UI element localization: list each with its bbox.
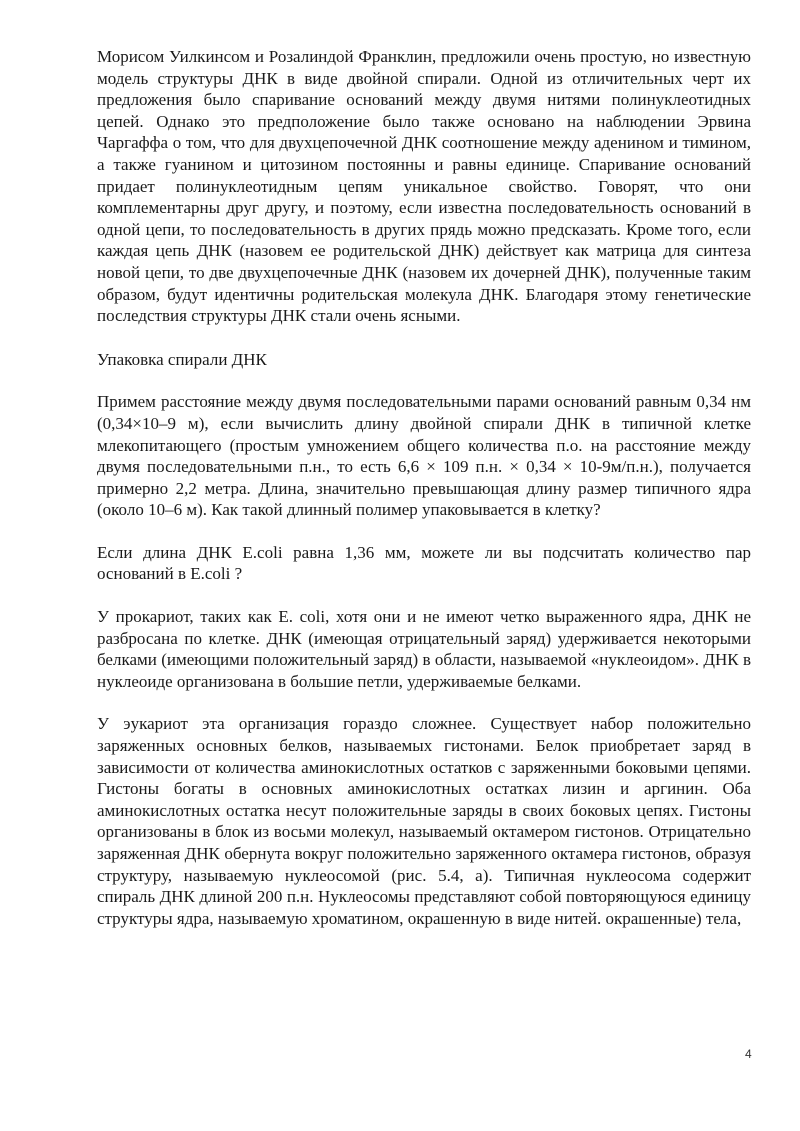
section-heading-dna-packaging: Упаковка спирали ДНК [97, 349, 267, 369]
document-page [97, 46, 751, 929]
paragraph-dna-model: Морисом Уилкинсом и Розалиндой Франклин, предложили очень простую, но известную модель структуры ДНК в виде двойной спирали. Одной из отличительных черт их предложения было спаривание оснований между двумя нитями полинуклеотидных цепей. Однако это предположение было также основано на наблюдении Эрвина Чаргаффа о том, что для двухцепочечной ДНК соотношение между аденином и тимином, а также гуанином и цитозином постоянны и равны единице. Спаривание оснований придает полинуклеотидным цепям уникальное свойство. Говорят, что они комплементарны друг другу, и поэтому, если известна последовательность оснований в одной цепи, то последовательность в других прядь можно предсказать. Кроме того, если каждая цепь ДНК (назовем ее родительской ДНК) действует как матрица для синтеза новой цепи, то две двухцепочечные ДНК (назовем их дочерней ДНК), полученные таким образом, будут идентичны родительская молекула ДНК. Благодаря этому генетические последствия структуры ДНК стали очень ясными. [97, 47, 751, 326]
page-number: 4 [745, 1047, 752, 1061]
paragraph-prokaryotes: У прокариот, таких как E. coli, хотя они и не имеют четко выраженного ядра, ДНК не разбросана по клетке. ДНК (имеющая отрицательный заряд) удерживается некоторыми белками (имеющими положительный заряд) в области, называемой «нуклеоидом». ДНК в нуклеоиде организована в большие петли, удерживаемые белками. [97, 607, 751, 691]
paragraph-dna-length: Примем расстояние между двумя последовательными парами оснований равным 0,34 нм (0,34×10–9 м), если вычислить длину двойной спирали ДНК в типичной клетке млекопитающего (простым умножением общего количества п.о. на расстояние между двумя последовательными п.н., то есть 6,6 × 109 п.н. × 0,34 × 10-9м/п.н.), получается примерно 2,2 метра. Длина, значительно превышающая длину размер типичного ядра (около 10–6 м). Как такой длинный полимер упаковывается в клетку? [97, 392, 751, 520]
paragraph-eukaryotes: У эукариот эта организация гораздо сложнее. Существует набор положительно заряженных основных белков, называемых гистонами. Белок приобретает заряд в зависимости от количества аминокислотных остатков с заряженными боковыми цепями. Гистоны богаты в основных аминокислотных остатках лизин и аргинин. Оба аминокислотных остатка несут положительные заряды в своих боковых цепях. Гистоны организованы в блок из восьми молекул, называемый октамером гистонов. Отрицательно заряженная ДНК обернута вокруг положительно заряженного октамера гистонов, образуя структуру, называемую нуклеосомой (рис. 5.4, а). Типичная нуклеосома содержит спираль ДНК длиной 200 п.н. Нуклеосомы представляют собой повторяющуюся единицу структуры ядра, называемую хроматином, окрашенную в виде нитей. окрашенные) тела, [97, 714, 751, 928]
paragraph-ecoli-question: Если длина ДНК E.coli равна 1,36 мм, можете ли вы подсчитать количество пар оснований в E.coli ? [97, 542, 751, 584]
